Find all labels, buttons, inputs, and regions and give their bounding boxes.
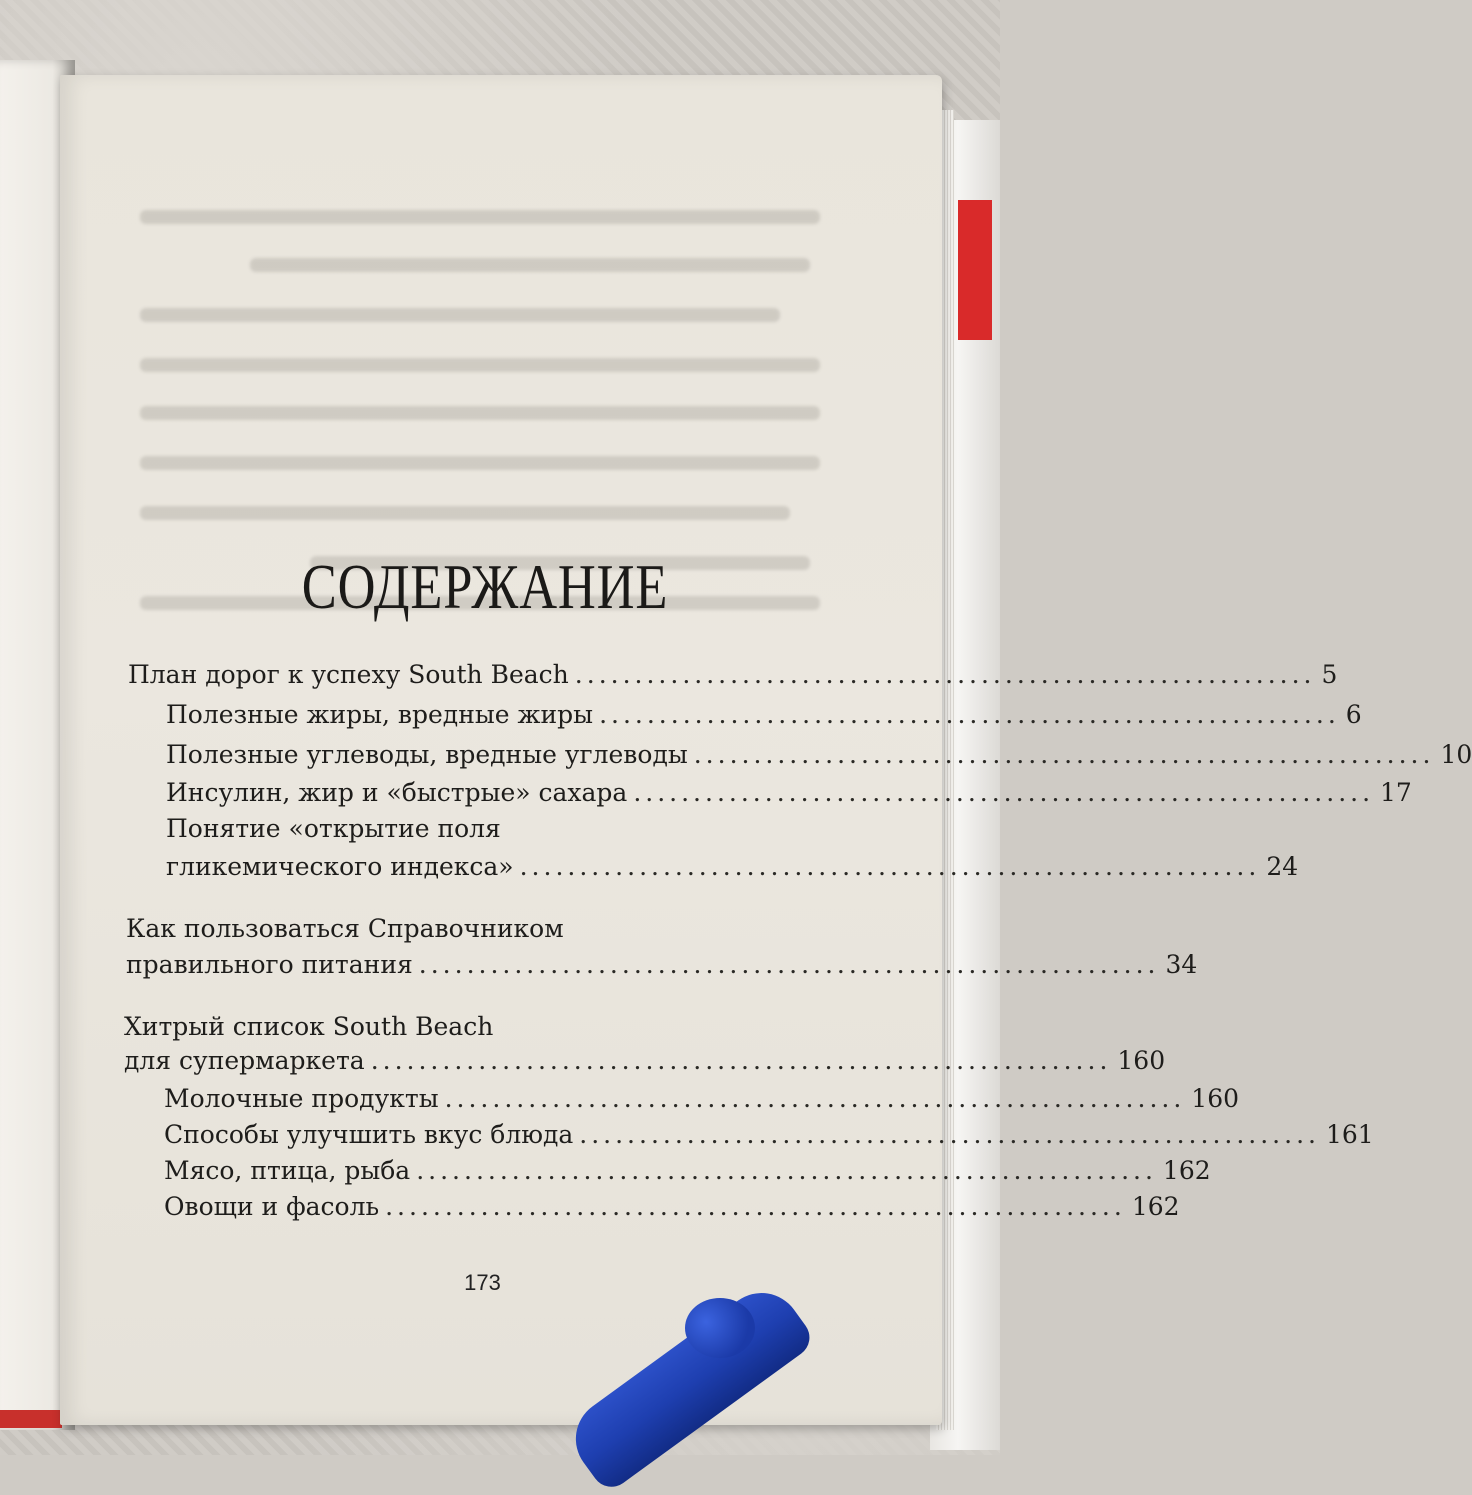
leader-dots: .............................................................. [579, 1120, 1320, 1149]
leader-dots: .............................................................. [519, 852, 1261, 881]
toc-entry-page: 34 [1165, 950, 1198, 979]
toc-entry-text: Инсулин, жир и «быстрые» сахара [166, 778, 628, 807]
toc-entry-text: правильного питания [126, 950, 413, 979]
toc-entry-page: 6 [1345, 700, 1362, 729]
leader-dots: .............................................................. [418, 950, 1160, 979]
toc-subentry [166, 740, 1472, 769]
toc-subentry-line: Понятие «открытие поля [166, 814, 501, 843]
toc-entry-text: Полезные жиры, вредные жиры [166, 700, 594, 729]
left-cover-red-edge [0, 1410, 62, 1428]
toc-subentry [164, 1192, 1180, 1221]
toc-entry-text: Полезные углеводы, вредные углеводы [166, 740, 688, 769]
toc-entry-text: Молочные продукты [164, 1084, 439, 1113]
toc-entry-page: 17 [1380, 778, 1412, 807]
page-number: 173 [464, 1270, 501, 1295]
toc-entry-page: 161 [1325, 1120, 1374, 1149]
toc-subentry [164, 1120, 1374, 1149]
toc-entry-page: 10 [1440, 740, 1472, 769]
toc-entry-text: для супермаркета [124, 1046, 365, 1075]
leader-dots: .............................................................. [370, 1046, 1112, 1075]
toc-entry-page: 24 [1266, 852, 1299, 881]
toc-entry-page: 160 [1191, 1084, 1240, 1113]
toc-entry [124, 1046, 1166, 1075]
toc-entry-page: 162 [1131, 1192, 1180, 1221]
cover-red-band [958, 200, 992, 340]
leader-dots: .............................................................. [416, 1156, 1157, 1185]
toc-entry-page: 162 [1162, 1156, 1211, 1185]
toc-entry-line: Как пользоваться Справочником [126, 914, 564, 943]
toc-entry-line: Хитрый список South Beach [124, 1012, 494, 1041]
leader-dots: .............................................................. [633, 778, 1375, 807]
toc-subentry [166, 852, 1299, 881]
toc-entry-page: 160 [1117, 1046, 1166, 1075]
leader-dots: .............................................................. [574, 660, 1316, 689]
toc-entry-text: Способы улучшить вкус блюда [164, 1120, 574, 1149]
toc-title: СОДЕРЖАНИЕ [301, 551, 669, 622]
toc-entry-page: 5 [1321, 660, 1338, 689]
toc-subentry [164, 1156, 1211, 1185]
toc-subentry [164, 1084, 1240, 1113]
pen-tip [685, 1298, 755, 1358]
leader-dots: .............................................................. [693, 740, 1435, 769]
leader-dots: .............................................................. [599, 700, 1340, 729]
toc-entry [126, 950, 1198, 979]
toc-subentry [166, 778, 1412, 807]
toc-entry-text: Мясо, птица, рыба [164, 1156, 411, 1185]
toc-subentry [166, 700, 1362, 729]
leader-dots: .............................................................. [385, 1192, 1126, 1221]
toc-entry-text: План дорог к успеху South Beach [128, 660, 569, 689]
toc-entry-text: Овощи и фасоль [164, 1192, 380, 1221]
leader-dots: .............................................................. [444, 1084, 1186, 1113]
toc-entry [128, 660, 1338, 689]
toc-entry-text: гликемического индекса» [166, 852, 514, 881]
